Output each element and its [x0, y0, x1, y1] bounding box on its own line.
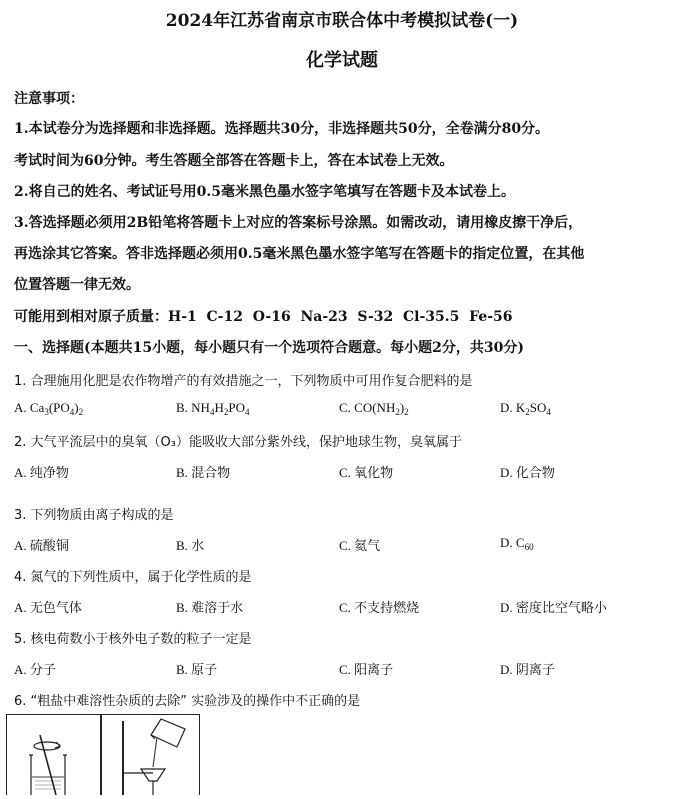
atomic-mass-line: [14, 306, 513, 326]
q3-option-a: A. 硫酸铜: [14, 538, 69, 553]
section-1-heading: [14, 337, 524, 357]
exam-subtitle: 化学试题: [306, 50, 378, 71]
q3-option-b: B. 水: [176, 538, 205, 553]
q4-option-b: B. 难溶于水: [176, 600, 244, 615]
q5-option-b: B. 原子: [176, 662, 218, 677]
q1-option-a: A. $Ca_3(PO_4)_2$: [14, 400, 84, 417]
question-4-stem: 4. 氮气的下列性质中，属于化学性质的是: [14, 570, 252, 585]
q2-option-a: A. 纯净物: [14, 465, 69, 480]
q1-option-b: B. $NH_4H_2PO_4$: [176, 400, 250, 417]
filtration-illustration: [101, 715, 199, 795]
notice-heading: 注意事项：: [14, 91, 84, 107]
dissolving-illustration: [7, 715, 101, 795]
atomic-mass-values: H-1 C-12 O-16 Na-23 S-32 Cl-35.5 Fe-56: [168, 309, 513, 325]
q4-option-a: A. 无色气体: [14, 600, 82, 615]
q2-option-c: C. 氧化物: [339, 465, 394, 480]
notice-line-2: 考试时间为60分钟。考生答题全部答在答题卡上，答在本试卷上无效。: [14, 153, 454, 169]
section-1-title: 一、选择题: [14, 340, 84, 356]
q1-option-c: C. $CO(NH_2)_2$: [339, 400, 409, 417]
exam-title: 2024年江苏省南京市联合体中考模拟试卷(一): [165, 11, 519, 31]
q5-option-a: A. 分子: [14, 662, 56, 677]
q2-option-b: B. 混合物: [176, 465, 231, 480]
figure-filtration: [100, 714, 200, 795]
q4-option-c: C. 不支持燃烧: [339, 600, 420, 615]
q1-option-d: D. $K_2SO_4$: [500, 400, 551, 417]
question-1-stem: 1. 合理施用化肥是农作物增产的有效措施之一，下列物质中可用作复合肥料的是: [14, 374, 473, 389]
question-3-stem: 3. 下列物质由离子构成的是: [14, 508, 174, 523]
question-2-stem: 2. 大气平流层中的臭氧（O₃）能吸收大部分紫外线，保护地球生物，臭氧属于: [14, 435, 462, 450]
q2-option-d: D. 化合物: [500, 465, 555, 480]
atomic-mass-label: 可能用到相对原子质量：: [14, 309, 168, 325]
notice-line-5: 再选涂其它答案。答非选择题必须用0.5毫米黑色墨水签字笔写在答题卡的指定位置，在其他: [14, 246, 585, 262]
notice-line-6: 位置答题一律无效。: [14, 277, 140, 293]
question-6-stem: 6. “粗盐中难溶性杂质的去除” 实验涉及的操作中不正确的是: [14, 694, 361, 709]
q5-option-c: C. 阳离子: [339, 662, 394, 677]
notice-line-4: 3.答选择题必须用2B铅笔将答题卡上对应的答案标号涂黑。如需改动，请用橡皮擦干净后，: [14, 215, 583, 231]
notice-line-3: 2.将自己的姓名、考试证号用0.5毫米黑色墨水签字笔填写在答题卡及本试卷上。: [14, 184, 515, 200]
q3-option-c: C. 氦气: [339, 538, 381, 553]
notice-line-1: 1.本试卷分为选择题和非选择题。选择题共30分，非选择题共50分，全卷满分80分。: [14, 121, 550, 137]
q3-option-d: D. $C_{60}$: [500, 535, 534, 552]
q5-option-d: D. 阴离子: [500, 662, 555, 677]
q4-option-d: D. 密度比空气略小: [500, 600, 607, 615]
figure-dissolving: [6, 714, 102, 795]
section-1-desc: (本题共15小题，每小题只有一个选项符合题意。每小题2分，共30分): [84, 340, 524, 356]
question-5-stem: 5. 核电荷数小于核外电子数的粒子一定是: [14, 632, 252, 647]
